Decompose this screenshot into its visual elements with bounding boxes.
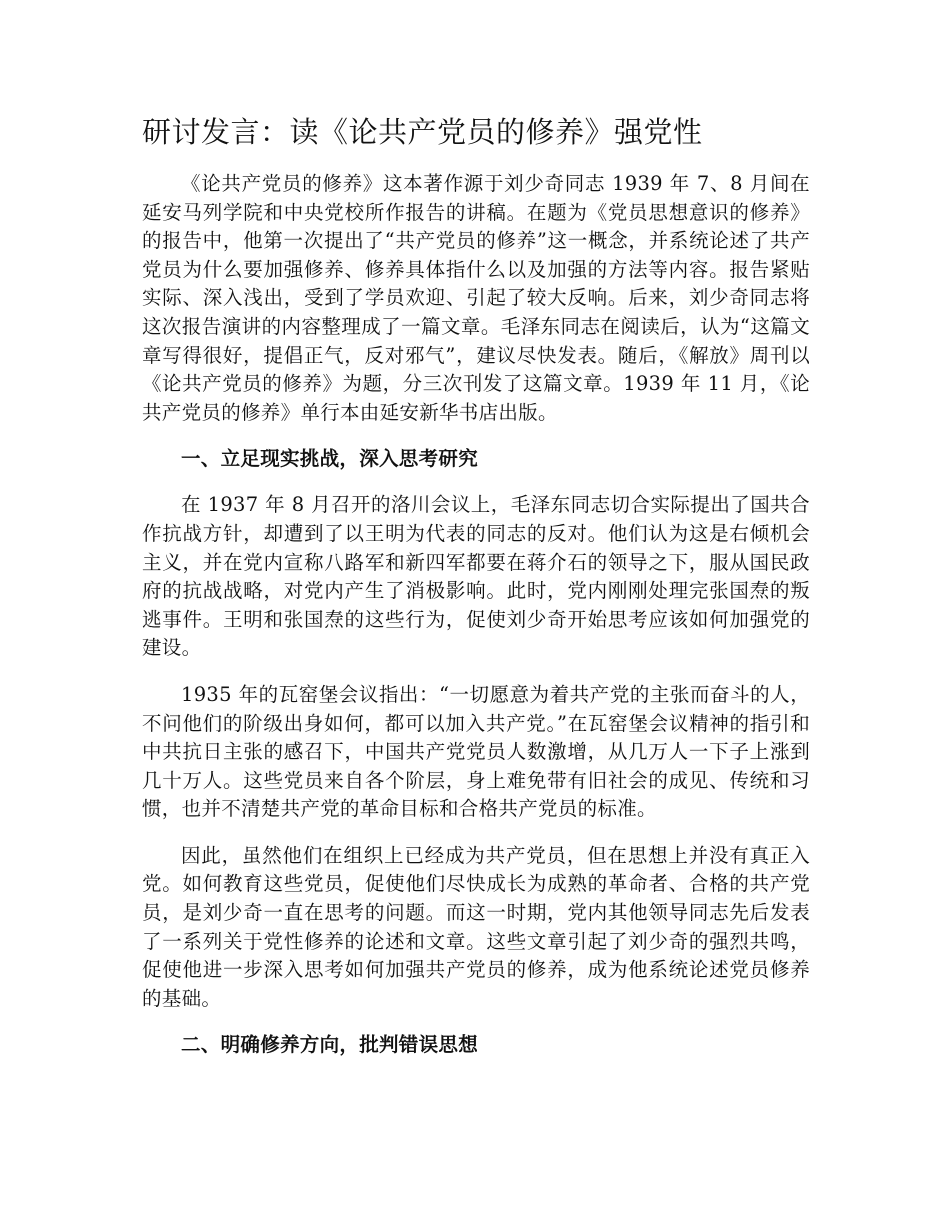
document-title: 研讨发言：读《论共产党员的修养》强党性: [142, 115, 703, 149]
section-1-paragraph-2: 1935 年的瓦窑堡会议指出：“一切愿意为着共产党的主张而奋斗的人，不问他们的阶级出身如何，都可以加入共产党。”在瓦窑堡会议精神的指引和中共抗日主张的感召下，中国共产党党员人数激增，从几万人一下子上涨到几十万人。这些党员来自各个阶层，身上难免带有旧社会的成见、传统和习惯，也并不清楚共产党的革命目标和合格共产党员的标准。: [142, 682, 810, 821]
section-heading-1: 一、立足现实挑战，深入思考研究: [181, 447, 479, 471]
intro-paragraph: 《论共产党员的修养》这本著作源于刘少奇同志 1939 年 7、8 月间在延安马列学院和中央党校所作报告的讲稿。在题为《党员思想意识的修养》的报告中，他第一次提出了“共产党员的修养”这一概念，并系统论述了共产党员为什么要加强修养、修养具体指什么以及加强的方法等内容。报告紧贴实际、深入浅出，受到了学员欢迎、引起了较大反响。后来，刘少奇同志将这次报告演讲的内容整理成了一篇文章。毛泽东同志在阅读后，认为“这篇文章写得很好，提倡正气，反对邪气”，建议尽快发表。随后，《解放》周刊以《论共产党员的修养》为题，分三次刊发了这篇文章。1939 年 11 月，《论共产党员的修养》单行本由延安新华书店出版。: [142, 172, 810, 424]
document-page: [142, 112, 810, 1077]
section-1-paragraph-3: 因此，虽然他们在组织上已经成为共产党员，但在思想上并没有真正入党。如何教育这些党员，促使他们尽快成长为成熟的革命者、合格的共产党员，是刘少奇一直在思考的问题。而这一时期，党内其他领导同志先后发表了一系列关于党性修养的论述和文章。这些文章引起了刘少奇的强烈共鸣，促使他进一步深入思考如何加强共产党员的修养，成为他系统论述党员修养的基础。: [142, 843, 810, 1010]
section-heading-2: 二、明确修养方向，批判错误思想: [181, 1033, 479, 1057]
section-1-paragraph-1: 在 1937 年 8 月召开的洛川会议上，毛泽东同志切合实际提出了国共合作抗战方针，却遭到了以王明为代表的同志的反对。他们认为这是右倾机会主义，并在党内宣称八路军和新四军都要在蒋介石的领导之下，服从国民政府的抗战战略，对党内产生了消极影响。此时，党内刚刚处理完张国焘的叛逃事件。王明和张国焘的这些行为，促使刘少奇开始思考应该如何加强党的建设。: [142, 493, 810, 660]
